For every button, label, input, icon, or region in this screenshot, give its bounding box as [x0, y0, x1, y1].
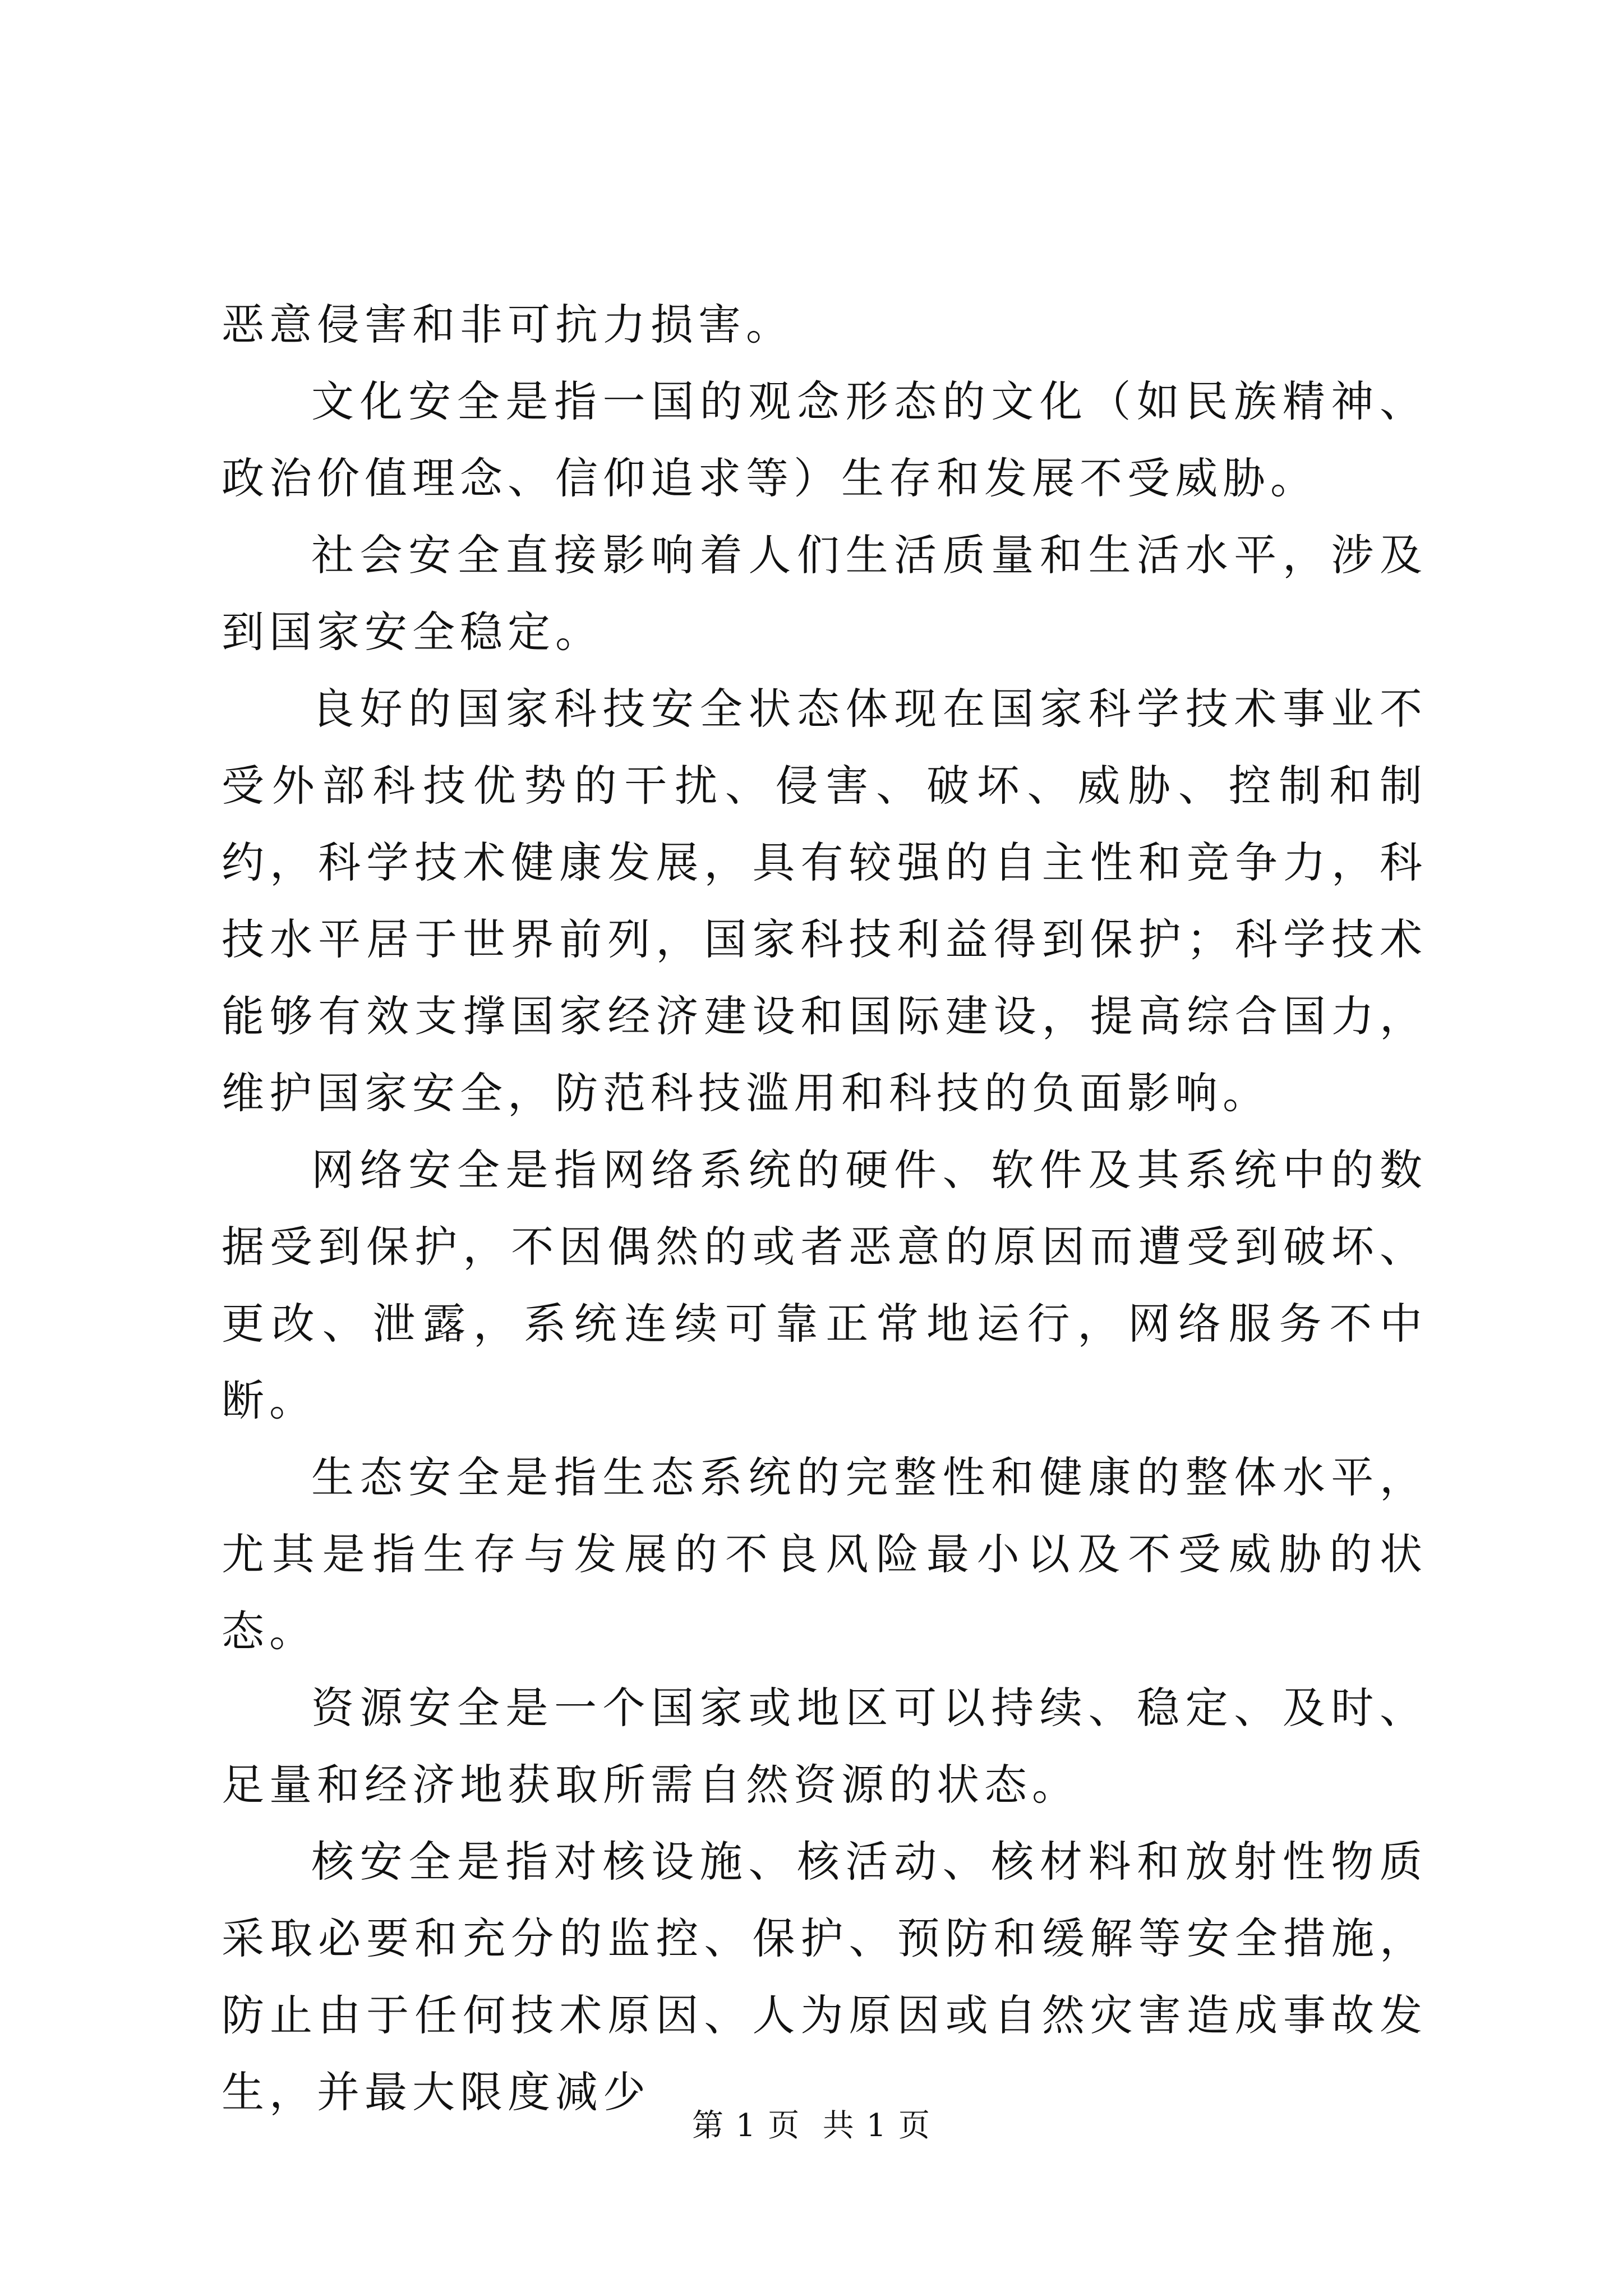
paragraph-nuclear-security: 核安全是指对核设施、核活动、核材料和放射性物质采取必要和充分的监控、保护、预防和缓解等安全措施，防止由于任何技术原因、人为原因或自然灾害造成事故发生，并最大限度减少 [222, 1837, 1427, 2117]
paragraph-continuation: 恶意侵害和非可抗力损害。 [222, 300, 794, 349]
page-footer [0, 2101, 1623, 2146]
page-number-label: 第 1 页 共 1 页 [691, 2108, 932, 2144]
paragraph-social-security: 社会安全直接影响着人们生活质量和生活水平，涉及到国家安全稳定。 [222, 530, 1427, 657]
document-body [222, 286, 1427, 2131]
paragraph-network-security: 网络安全是指网络系统的硬件、软件及其系统中的数据受到保护，不因偶然的或者恶意的原因而遭受到破坏、更改、泄露，系统连续可靠正常地运行，网络服务不中断。 [222, 1145, 1427, 1425]
paragraph-cultural-security: 文化安全是指一国的观念形态的文化（如民族精神、政治价值理念、信仰追求等）生存和发展不受威胁。 [222, 376, 1427, 503]
paragraph-technology-security: 良好的国家科技安全状态体现在国家科学技术事业不受外部科技优势的干扰、侵害、破坏、威胁、控制和制约，科学技术健康发展，具有较强的自主性和竞争力，科技水平居于世界前列，国家科技利益得到保护；科学技术能够有效支撑国家经济建设和国际建设，提高综合国力，维护国家安全，防范科技滥用和科技的负面影响。 [222, 684, 1427, 1118]
paragraph-ecological-security: 生态安全是指生态系统的完整性和健康的整体水平，尤其是指生存与发展的不良风险最小以及不受威胁的状态。 [222, 1452, 1427, 1656]
paragraph-resource-security: 资源安全是一个国家或地区可以持续、稳定、及时、足量和经济地获取所需自然资源的状态。 [222, 1683, 1427, 1810]
